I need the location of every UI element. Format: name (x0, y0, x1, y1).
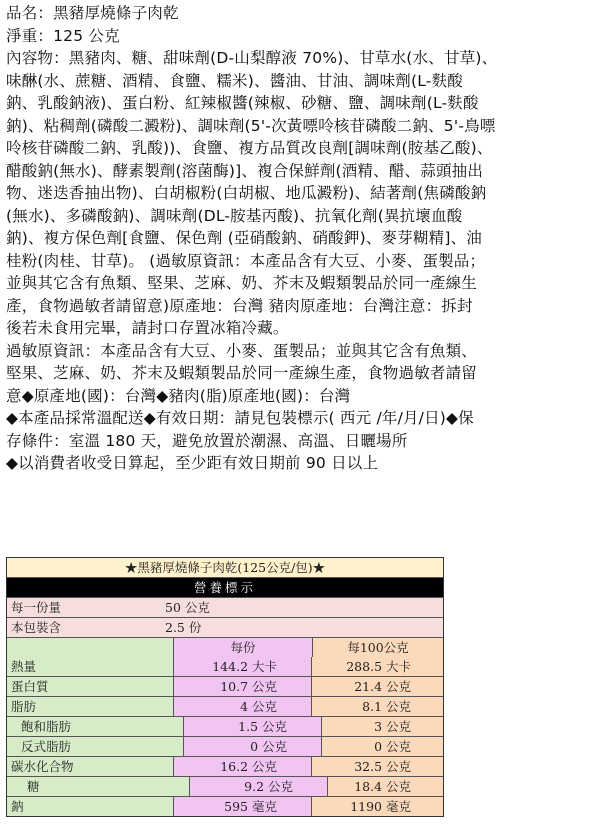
nutrition-header (7, 577, 443, 597)
nutrient-column-header (7, 638, 173, 657)
per-serving-value: 16.2 公克 (173, 757, 311, 776)
nutrient-name: 反式脂肪 (7, 737, 183, 756)
description-line: 堅果、芝麻、奶、芥末及蝦類製品於同一產線生產，食物過敏者請留 (6, 364, 478, 382)
nutrition-title-text: ★黑豬厚燒條子肉乾(125公克/包)★ (124, 560, 326, 575)
nutrition-row (7, 676, 443, 696)
nutrition-row (7, 736, 443, 756)
nutrient-name: 碳水化合物 (7, 757, 173, 776)
per-serving-value: 1.5 公克 (183, 717, 321, 736)
nutrition-row (7, 657, 443, 676)
serving-size-label: 每一份量 (11, 600, 62, 615)
per-100g-value: 1190 毫克 (311, 797, 443, 816)
per-serving-value: 595 毫克 (173, 797, 311, 816)
description-line: 醋酸鈉(無水)、酵素製劑(溶菌酶)]、複合保鮮劑(酒精、醋、蒜頭抽出 (6, 161, 484, 180)
nutrition-table-title (7, 558, 443, 577)
nutrition-column-headers (7, 637, 443, 657)
nutrition-facts-table (6, 557, 444, 817)
nutrition-rows (7, 657, 443, 816)
per-serving-value: 4 公克 (173, 697, 311, 716)
nutrition-row (7, 756, 443, 776)
description-line: 意◆原產地(國)：台灣◆豬肉(脂)原產地(國)：台灣 (6, 386, 351, 405)
per-serving-value: 9.2 公克 (189, 777, 327, 796)
per-100g-value: 0 公克 (321, 737, 443, 756)
serving-size-value: 50 公克 (165, 600, 210, 615)
servings-label: 本包裝含 (11, 620, 62, 635)
servings-value: 2.5 份 (165, 620, 202, 635)
product-description (6, 2, 606, 475)
nutrient-name: 鈉 (7, 797, 173, 816)
description-line: 呤核苷磷酸二鈉、乳酸))、食鹽、複方品質改良劑[調味劑(胺基乙酸)、 (6, 139, 493, 157)
nutrition-row (7, 796, 443, 816)
description-line: 鈉、乳酸鈉液)、蛋白粉、紅辣椒醬(辣椒、砂糖、鹽、調味劑(L-麩酸 (6, 94, 479, 112)
nutrient-name: 糖 (7, 777, 189, 796)
nutrient-name: 熱量 (7, 657, 173, 676)
per-serving-value: 0 公克 (183, 737, 321, 756)
nutrition-header-text: 營養標示 (193, 580, 256, 595)
description-line: 並與其它含有魚類、堅果、芝麻、奶、芥末及蝦類製品於同一產線生 (6, 274, 478, 292)
per-100g-value: 32.5 公克 (311, 757, 443, 776)
description-line: 後若未食用完畢，請封口存置冰箱冷藏。 (6, 319, 289, 337)
per-serving-value: 10.7 公克 (173, 677, 311, 696)
per-100g-value: 3 公克 (321, 717, 443, 736)
description-line: 味醂(水、蔗糖、酒精、食鹽、糯米)、醬油、甘油、調味劑(L-麩酸 (6, 71, 463, 90)
per-100g-column-header: 每100公克 (312, 638, 443, 657)
description-line: 淨重：125 公克 (6, 26, 120, 45)
description-line: 鈉)、粘稠劑(磷酸二澱粉)、調味劑(5'-次黃嘌呤核苷磷酸二鈉、5'-鳥嘌 (6, 116, 496, 135)
description-line: 品名：黑豬厚燒條子肉乾 (6, 4, 179, 22)
description-line: 產，食物過敏者請留意)原產地：台灣 豬肉原產地：台灣注意：拆封 (6, 296, 473, 315)
description-line: ◆本產品採常溫配送◆有效日期：請見包裝標示( 西元 /年/月/日)◆保 (6, 409, 474, 427)
nutrient-name: 蛋白質 (7, 677, 173, 696)
per-serving-value: 144.2 大卡 (173, 657, 311, 676)
description-line: 存條件：室溫 180 天，避免放置於潮濕、高溫、日曬場所 (6, 431, 408, 450)
nutrient-name: 脂肪 (7, 697, 173, 716)
description-line: 桂粉(肉桂、甘草)。 (過敏原資訊：本產品含有大豆、小麥、蛋製品； (6, 251, 486, 270)
description-line: 內容物：黑豬肉、糖、甜味劑(D-山梨醇液 70%)、甘草水(水、甘草)、 (6, 49, 498, 67)
description-line: 鈉)、複方保色劑[食鹽、保色劑 (亞硝酸鈉、硝酸鉀)、麥芽糊精]、油 (6, 229, 482, 247)
nutrient-name: 飽和脂肪 (7, 717, 183, 736)
servings-per-package-row (7, 617, 443, 637)
description-line: ◆以消費者收受日算起，至少距有效日期前 90 日以上 (6, 454, 379, 472)
nutrition-row (7, 696, 443, 716)
per-100g-value: 21.4 公克 (311, 677, 443, 696)
description-line: (無水)、多磷酸鈉)、調味劑(DL-胺基丙酸)、抗氧化劑(異抗壞血酸 (6, 206, 463, 225)
per-100g-value: 8.1 公克 (311, 697, 443, 716)
nutrition-row (7, 716, 443, 736)
nutrition-row (7, 776, 443, 796)
description-line: 過敏原資訊：本產品含有大豆、小麥、蛋製品；並與其它含有魚類、 (6, 341, 478, 360)
per-serving-column-header: 每份 (173, 638, 312, 657)
per-100g-value: 288.5 大卡 (311, 657, 443, 676)
description-line: 物、迷迭香抽出物)、白胡椒粉(白胡椒、地瓜澱粉)、結著劑(焦磷酸鈉 (6, 184, 487, 202)
per-100g-value: 18.4 公克 (327, 777, 443, 796)
serving-size-row (7, 597, 443, 617)
